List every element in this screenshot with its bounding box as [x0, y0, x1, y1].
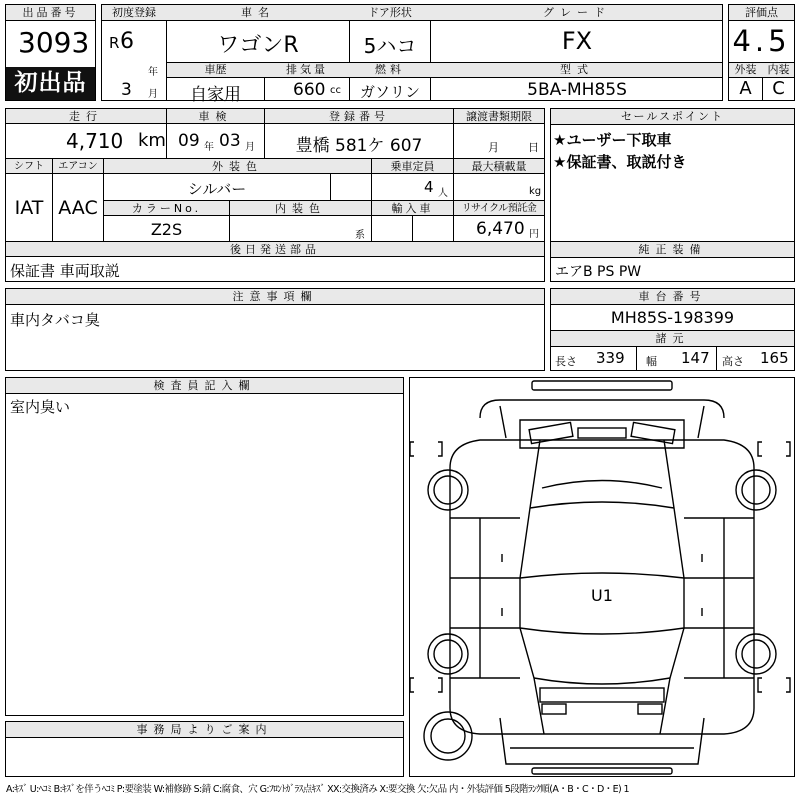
height-value: 165 — [760, 349, 789, 367]
int-color-unit: 系 — [355, 230, 365, 241]
specs-label: 諸元 — [551, 331, 794, 347]
fuel-value: ガソリン — [359, 83, 420, 101]
color-no-value: Z2S — [150, 220, 183, 239]
width-value: 147 — [681, 349, 710, 367]
height-label: 高さ — [722, 355, 744, 368]
int-score-label: 内装 — [767, 63, 790, 76]
inspector-value: 室内臭い — [10, 398, 71, 416]
sales-line-2: ★保証書、取説付き — [553, 153, 687, 171]
width-label: 幅 — [646, 355, 657, 368]
office-label: 事務局よりご案内 — [6, 722, 403, 738]
inspector-box — [5, 377, 404, 716]
reg-era: R — [109, 34, 120, 52]
length-value: 339 — [596, 349, 625, 367]
car-name: ワゴンR — [217, 33, 299, 58]
history-label: 車歴 — [204, 63, 227, 76]
reg-year: 6 — [120, 29, 134, 54]
lot-label: 出品番号 — [6, 5, 95, 21]
equipment-label: 純正装備 — [551, 242, 794, 258]
reg-month-unit: 月 — [148, 89, 158, 100]
displacement-unit: cc — [330, 85, 341, 96]
reg-month: 3 — [121, 80, 132, 100]
damage-mark-u1: U1 — [591, 586, 613, 605]
inspection-month: 03 — [219, 131, 241, 151]
capacity-value: 4 — [424, 178, 434, 196]
capacity-label: 乗車定員 — [390, 160, 435, 173]
recycle-label: リサイクル預託金 — [461, 203, 537, 214]
model-value: 5BA-MH85S — [527, 80, 627, 100]
length-label: 長さ — [555, 355, 577, 368]
inspection-year: 09 — [178, 131, 200, 151]
inspection-label: 車検 — [198, 110, 233, 123]
notes-value: 車内タバコ臭 — [10, 311, 100, 329]
displacement-label: 排気量 — [286, 63, 328, 76]
score-value: 4.5 — [732, 24, 791, 58]
ext-score: A — [739, 78, 752, 99]
later-label: 後日発送部品 — [230, 243, 320, 256]
model-label: 型式 — [560, 63, 594, 76]
mileage-unit: km — [138, 130, 166, 151]
grade-label: グレード — [543, 6, 611, 19]
history-value: 自家用 — [190, 85, 241, 105]
equipment-value: エアB PS PW — [555, 264, 642, 280]
plate-value: 豊橋 581ケ 607 — [295, 136, 423, 156]
score-label: 評価点 — [729, 5, 794, 21]
import-label: 輸入車 — [391, 202, 434, 215]
plate-label: 登録番号 — [329, 110, 389, 123]
car-name-label: 車名 — [241, 6, 275, 19]
door-type: 5ハコ — [363, 34, 417, 58]
displacement-value: 660 — [293, 80, 326, 100]
mileage-label: 走行 — [69, 110, 103, 123]
reg-label: 初度登録 — [112, 6, 156, 19]
later-value: 保証書 車両取説 — [10, 262, 120, 280]
aircon-value: AAC — [58, 197, 98, 219]
legend: A:ｷｽﾞ U:ﾍｺﾐ B:ｷｽﾞを伴うﾍｺﾐ P:要塗装 W:補修跡 S:錆 C:腐食、穴 G:ﾌﾛﾝﾄｶﾞﾗｽ点ｷｽﾞ XX:交換済み X:要交換 欠:欠品 内・外装評価 5段階ﾗﾝｸ順(A・B・C・D・E) 1 — [6, 784, 629, 795]
transfer-label: 譲渡書類期限 — [466, 110, 532, 123]
reg-year-unit: 年 — [148, 67, 158, 78]
aircon-label: エアコン — [58, 161, 98, 172]
transfer-month: 月 — [488, 141, 499, 154]
int-color-label: 内装色 — [275, 202, 326, 215]
chassis-label: 車台番号 — [551, 289, 794, 305]
recycle-value: 6,470 — [476, 219, 525, 239]
inspector-label: 検査員記入欄 — [6, 378, 403, 394]
sales-line-1: ★ユーザー下取車 — [553, 131, 672, 149]
first-listing-badge: 初出品 — [6, 67, 95, 100]
mileage-value: 4,710 — [66, 129, 124, 153]
shift-label: シフト — [14, 161, 44, 172]
shift-value: IAT — [14, 197, 44, 219]
ext-score-label: 外装 — [734, 63, 757, 76]
load-label: 最大積載量 — [471, 160, 527, 173]
transfer-day: 日 — [528, 141, 539, 154]
int-score: C — [772, 78, 785, 99]
chassis-value: MH85S-198399 — [610, 308, 735, 327]
lot-number: 3093 — [18, 26, 90, 59]
notes-label: 注意事項欄 — [6, 289, 544, 305]
recycle-unit: 円 — [529, 229, 539, 240]
inspection-month-unit: 月 — [245, 142, 255, 153]
inspection-year-unit: 年 — [204, 142, 214, 153]
car-diagram — [410, 378, 794, 776]
sales-label: セールスポイント — [551, 109, 794, 125]
door-label: ドア形状 — [368, 6, 412, 19]
ext-color-value: シルバー — [187, 180, 247, 198]
load-unit: kg — [529, 186, 542, 197]
ext-color-label: 外装色 — [212, 160, 263, 173]
fuel-label: 燃料 — [375, 63, 405, 76]
grade: FX — [561, 27, 593, 55]
color-no-label: カラーNo. — [131, 202, 202, 215]
capacity-unit: 人 — [438, 188, 448, 199]
